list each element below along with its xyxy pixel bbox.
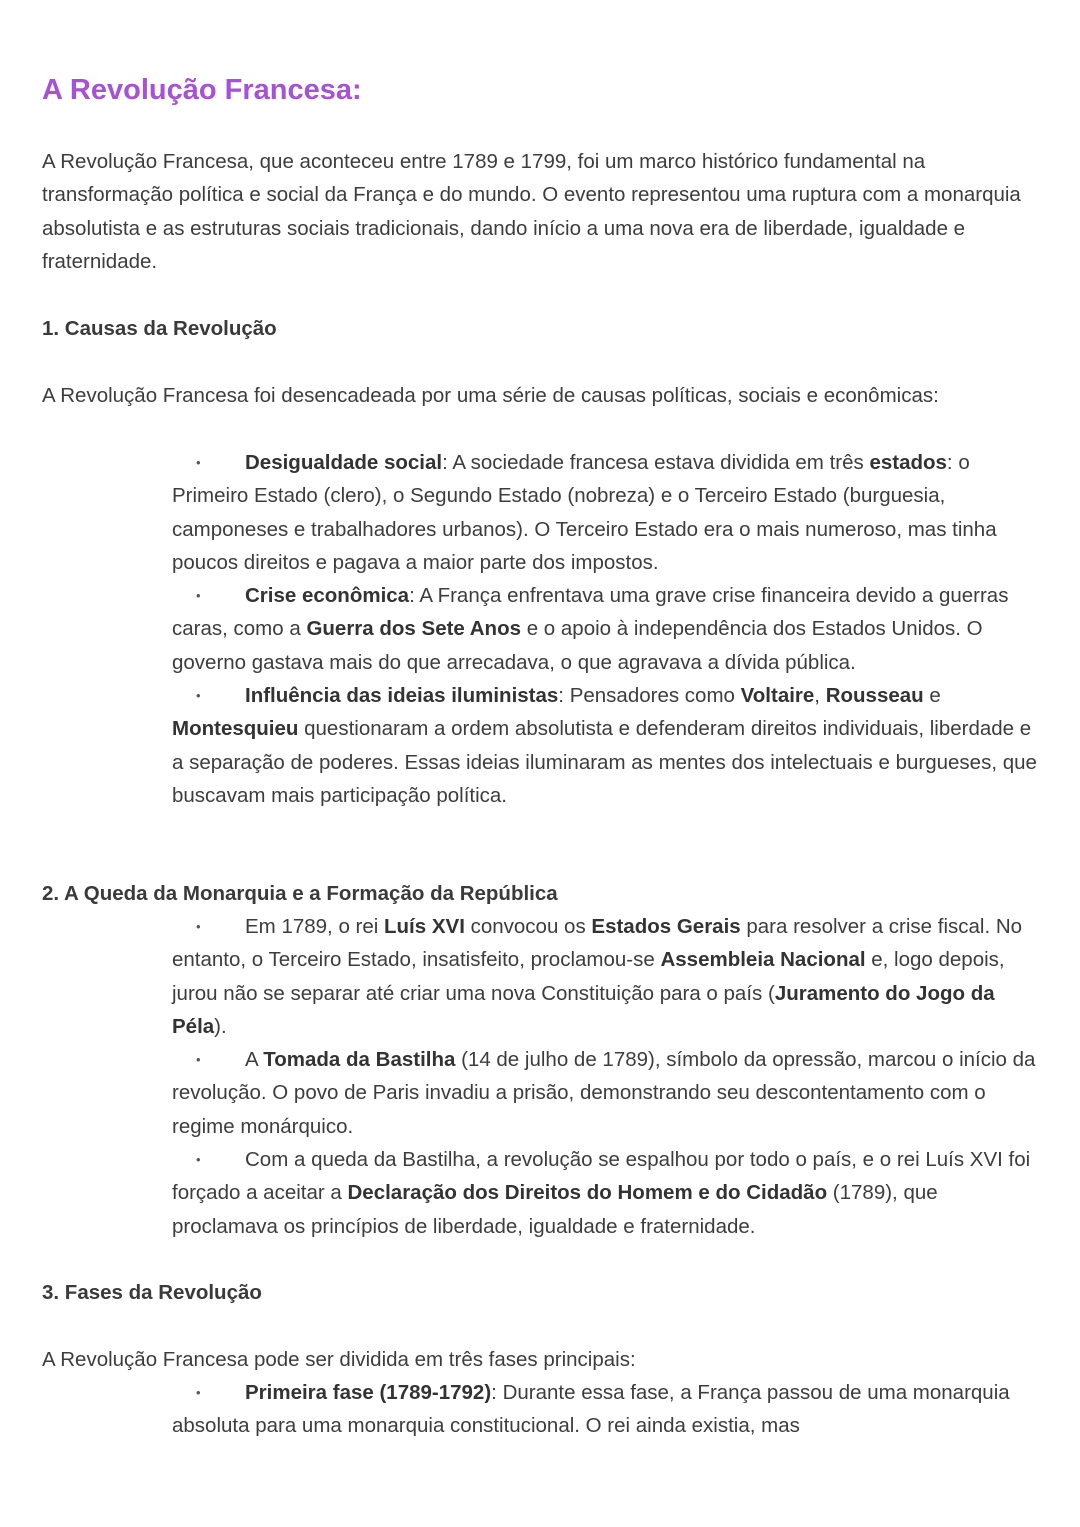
bold-text: Estados Gerais bbox=[591, 915, 741, 938]
bold-text: Assembleia Nacional bbox=[660, 948, 866, 972]
list-item bbox=[172, 579, 1044, 679]
text-run: e bbox=[923, 684, 941, 708]
text-run: Em 1789, o rei bbox=[245, 915, 385, 938]
bold-text: Juramento do Jogo da Péla bbox=[172, 981, 995, 1038]
bold-text: Rousseau bbox=[825, 684, 924, 708]
bullet-list-causas bbox=[172, 446, 1044, 812]
text-run: : Durante essa fase, a França passou de uma monarquia absoluta para uma monarquia constitucional. O rei ainda existia, mas bbox=[172, 1381, 1010, 1438]
section-heading-queda: 2. A Queda da Monarquia e a Formação da República bbox=[42, 882, 558, 905]
text-run: e, logo depois, jurou não se separar até criar uma nova Constituição para o país ( bbox=[172, 948, 1005, 1005]
bold-text: Influência das ideias iluministas bbox=[245, 684, 559, 708]
text-run: para resolver a crise fiscal. No entanto, o Terceiro Estado, insatisfeito, proclamou-se bbox=[172, 915, 1023, 972]
bold-text: Guerra dos Sete Anos bbox=[306, 617, 522, 641]
section-lead-causas: A Revolução Francesa foi desencadeada por uma série de causas políticas, sociais e econômicas: bbox=[42, 384, 939, 407]
bold-text: Luís XVI bbox=[384, 915, 465, 938]
text-run: : o Primeiro Estado (clero), o Segundo Estado (nobreza) e o Terceiro Estado (burguesia, camponeses e trabalhadores urbanos). O Terceiro Estado era o mais numeroso, mas tinha poucos direitos e pagava a maior parte dos impostos. bbox=[172, 451, 997, 574]
text-run: questionaram a ordem absolutista e defenderam direitos individuais, liberdade e a separação de poderes. Essas ideias iluminaram as mentes dos intelectuais e burgueses, que buscavam mais participação política. bbox=[172, 717, 1037, 807]
bold-text: Tomada da Bastilha bbox=[263, 1048, 456, 1072]
list-item bbox=[172, 446, 1044, 579]
text-run: , bbox=[814, 684, 826, 708]
text-run: convocou os bbox=[464, 915, 592, 938]
text-run: (14 de julho de 1789), símbolo da opressão, marcou o início da revolução. O povo de Paris invadiu a prisão, demonstrando seu descontentamento com o regime monárquico. bbox=[172, 1048, 1036, 1138]
list-item bbox=[172, 1376, 1044, 1443]
text-run: Com a queda da Bastilha, a revolução se espalhou por todo o país, e o rei Luís XVI foi forçado a aceitar a bbox=[172, 1148, 1031, 1205]
text-run: : A França enfrentava uma grave crise financeira devido a guerras caras, como a bbox=[172, 584, 1009, 641]
bold-text: Desigualdade social bbox=[245, 451, 443, 474]
section-heading-causas: 1. Causas da Revolução bbox=[42, 317, 277, 340]
bullet-list-fases bbox=[172, 1376, 1044, 1443]
bold-text: Primeira fase (1789-1792) bbox=[245, 1381, 492, 1404]
text-run: A bbox=[245, 1048, 264, 1072]
text-run: ). bbox=[214, 1014, 227, 1038]
text-run: e o apoio à independência dos Estados Unidos. O governo gastava mais do que arrecadava, o que agravava a dívida pública. bbox=[172, 617, 983, 674]
bold-text: estados bbox=[869, 451, 947, 474]
intro-paragraph: A Revolução Francesa, que aconteceu entre 1789 e 1799, foi um marco histórico fundamental na transformação política e social da França e do mundo. O evento representou uma ruptura com a monarquia absolutista e as estruturas sociais tradicionais, dando início a uma nova era de liberdade, igualdade e fraternidade. bbox=[42, 150, 1021, 273]
list-item bbox=[172, 1143, 1044, 1243]
text-run: : A sociedade francesa estava dividida em três bbox=[442, 451, 870, 474]
text-run: (1789), que proclamava os princípios de liberdade, igualdade e fraternidade. bbox=[172, 1181, 938, 1238]
list-item bbox=[172, 910, 1044, 1043]
bold-text: Voltaire bbox=[740, 684, 815, 708]
section-heading-fases: 3. Fases da Revolução bbox=[42, 1281, 262, 1304]
bullet-list-queda bbox=[172, 910, 1044, 1243]
bold-text: Montesquieu bbox=[172, 717, 299, 741]
text-run: : Pensadores como bbox=[558, 684, 741, 708]
bold-text: Crise econômica bbox=[245, 584, 410, 608]
bold-text: Declaração dos Direitos do Homem e do Cidadão bbox=[347, 1181, 828, 1205]
list-item bbox=[172, 1043, 1044, 1143]
page-title: A Revolução Francesa: bbox=[42, 74, 362, 106]
list-item bbox=[172, 679, 1044, 812]
section-lead-fases: A Revolução Francesa pode ser dividida em três fases principais: bbox=[42, 1348, 636, 1371]
